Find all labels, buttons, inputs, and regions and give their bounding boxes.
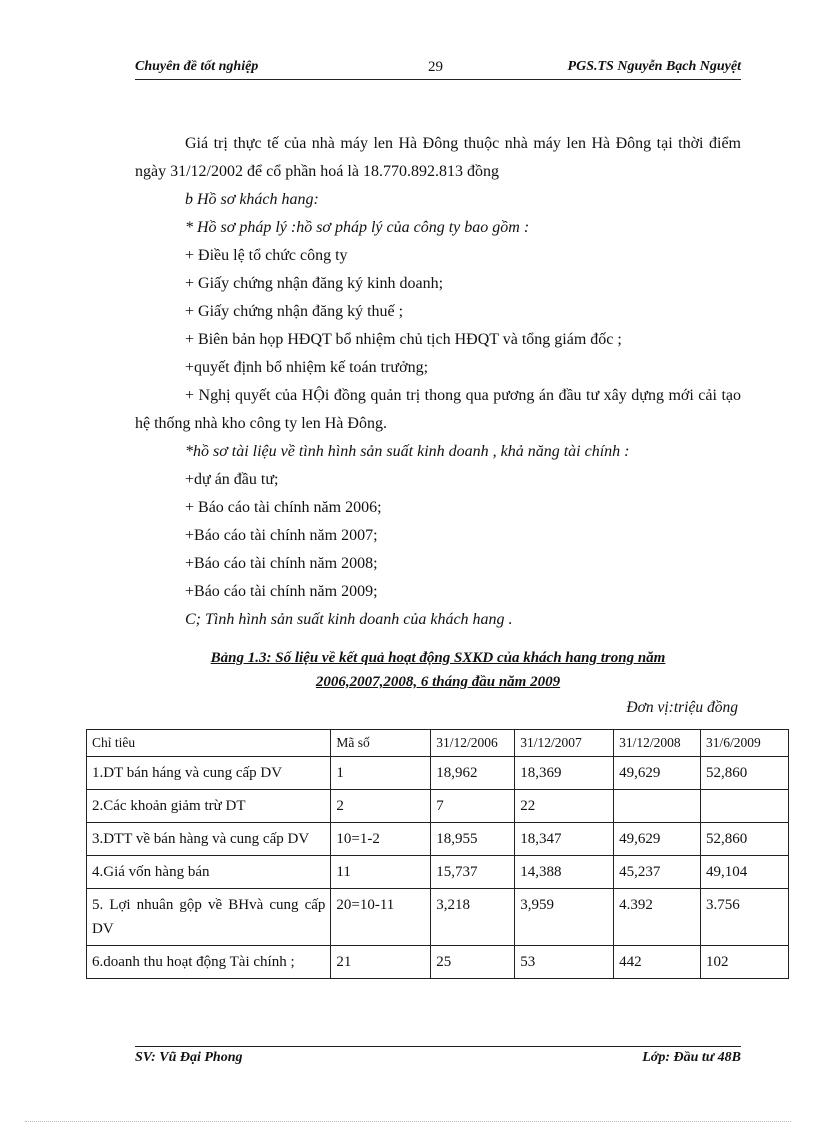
table-cell: 3,959 bbox=[515, 889, 614, 946]
intro-paragraph: Giá trị thực tế của nhà máy len Hà Đông thuộc nhà máy len Hà Đông tại thời điểm ngày 31/12/2002 để cổ phần hoá là 18.770.892.813 đồng bbox=[135, 135, 741, 180]
table-cell: 53 bbox=[515, 946, 614, 979]
table-cell: 45,237 bbox=[614, 856, 701, 889]
table-cell: 52,860 bbox=[701, 757, 789, 790]
body-text bbox=[135, 130, 741, 634]
table-header-cell: 31/12/2008 bbox=[614, 730, 701, 757]
resolution-paragraph: + Nghị quyết của HỘi đồng quản trị thong qua pương án đầu tư xây dựng mới cải tạo hệ thống nhà kho công ty len Hà Đông. bbox=[135, 387, 741, 432]
table-cell: 10=1-2 bbox=[331, 823, 431, 856]
table-cell: 21 bbox=[331, 946, 431, 979]
header-page-number: 29 bbox=[428, 59, 443, 75]
table-row bbox=[87, 946, 789, 979]
table-cell: 2.Các khoản giảm trừ DT bbox=[87, 790, 331, 823]
table-cell: 1 bbox=[331, 757, 431, 790]
page-bottom-divider bbox=[25, 1121, 791, 1122]
table-cell: 4.Giá vốn hàng bán bbox=[87, 856, 331, 889]
table-cell: 442 bbox=[614, 946, 701, 979]
table-caption bbox=[135, 646, 741, 694]
table-cell: 15,737 bbox=[431, 856, 515, 889]
footer-student: SV: Vũ Đại Phong bbox=[135, 1050, 243, 1065]
table-caption-line1: Bảng 1.3: Số liệu về kết quả hoạt động SXKD của khách hang trong năm bbox=[210, 650, 666, 666]
table-cell: 25 bbox=[431, 946, 515, 979]
results-table bbox=[86, 729, 789, 979]
table-cell: 4.392 bbox=[614, 889, 701, 946]
footer-class: Lớp: Đầu tư 48B bbox=[642, 1050, 741, 1065]
legal-item: + Biên bản họp HĐQT bổ nhiệm chủ tịch HĐQT và tổng giám đốc ; bbox=[185, 331, 622, 348]
table-cell: 7 bbox=[431, 790, 515, 823]
table-cell: 6.doanh thu hoạt động Tài chính ; bbox=[87, 946, 331, 979]
business-docs-heading: *hồ sơ tài liệu về tình hình sản suất kinh doanh , khả năng tài chính : bbox=[185, 443, 630, 460]
header-thesis-title: Chuyên đề tốt nghiệp bbox=[135, 59, 259, 74]
section-c-heading: C; Tình hình sản suất kinh doanh của khách hang . bbox=[185, 611, 513, 628]
table-cell: 11 bbox=[331, 856, 431, 889]
table-header-cell: Mã số bbox=[331, 730, 431, 757]
table-header-cell: 31/12/2006 bbox=[431, 730, 515, 757]
table-cell: 2 bbox=[331, 790, 431, 823]
table-cell: 102 bbox=[701, 946, 789, 979]
header-supervisor: PGS.TS Nguyễn Bạch Nguyệt bbox=[567, 59, 741, 74]
legal-item: +quyết định bổ nhiệm kế toán trưởng; bbox=[185, 359, 429, 376]
table-cell: 20=10-11 bbox=[331, 889, 431, 946]
unit-label: Đơn vị:triệu đồng bbox=[626, 699, 738, 716]
table-cell bbox=[614, 790, 701, 823]
table-row bbox=[87, 889, 789, 946]
table-cell: 3,218 bbox=[431, 889, 515, 946]
business-doc-item: +Báo cáo tài chính năm 2008; bbox=[185, 555, 378, 572]
section-b-heading: b Hồ sơ khách hang: bbox=[185, 191, 319, 208]
table-caption-line2: 2006,2007,2008, 6 tháng đầu năm 2009 bbox=[315, 674, 561, 690]
table-cell: 18,347 bbox=[515, 823, 614, 856]
page-header bbox=[135, 57, 741, 80]
table-cell: 49,629 bbox=[614, 823, 701, 856]
table-header-cell: 31/12/2007 bbox=[515, 730, 614, 757]
table-header-cell: Chỉ tiêu bbox=[87, 730, 331, 757]
table-header-cell: 31/6/2009 bbox=[701, 730, 789, 757]
legal-docs-heading: * Hồ sơ pháp lý :hồ sơ pháp lý của công ty bao gồm : bbox=[185, 219, 530, 236]
table-cell: 18,962 bbox=[431, 757, 515, 790]
table-cell: 3.756 bbox=[701, 889, 789, 946]
table-cell: 1.DT bán háng và cung cấp DV bbox=[87, 757, 331, 790]
table-cell: 22 bbox=[515, 790, 614, 823]
table-cell: 49,104 bbox=[701, 856, 789, 889]
table-row bbox=[87, 856, 789, 889]
table-cell: 5. Lợi nhuân gộp về BHvà cung cấp DV bbox=[87, 889, 331, 946]
legal-item: + Điều lệ tổ chức công ty bbox=[185, 247, 348, 264]
legal-item: + Giấy chứng nhận đăng ký thuế ; bbox=[185, 303, 404, 320]
table-cell: 52,860 bbox=[701, 823, 789, 856]
table-cell: 49,629 bbox=[614, 757, 701, 790]
table-row bbox=[87, 823, 789, 856]
table-cell: 18,369 bbox=[515, 757, 614, 790]
business-doc-item: +Báo cáo tài chính năm 2009; bbox=[185, 583, 378, 600]
business-doc-item: +Báo cáo tài chính năm 2007; bbox=[185, 527, 378, 544]
table-cell: 18,955 bbox=[431, 823, 515, 856]
page-footer bbox=[135, 1046, 741, 1065]
table-cell: 14,388 bbox=[515, 856, 614, 889]
table-row bbox=[87, 790, 789, 823]
business-doc-item: + Báo cáo tài chính năm 2006; bbox=[185, 499, 382, 516]
legal-item: + Giấy chứng nhận đăng ký kinh doanh; bbox=[185, 275, 444, 292]
table-cell: 3.DTT về bán hàng và cung cấp DV bbox=[87, 823, 331, 856]
table-row bbox=[87, 757, 789, 790]
business-doc-item: +dự án đầu tư; bbox=[185, 471, 279, 488]
table-cell bbox=[701, 790, 789, 823]
table-header-row bbox=[87, 730, 789, 757]
